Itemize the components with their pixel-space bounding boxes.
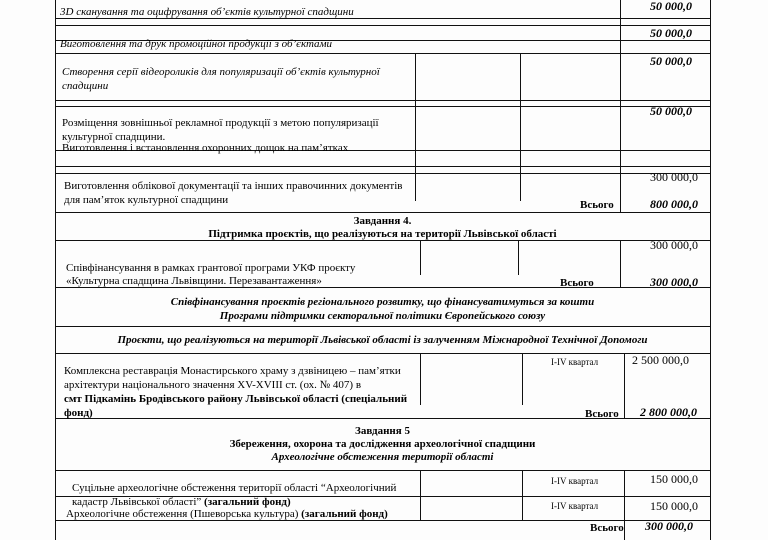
rule [522,470,523,520]
rule [624,353,625,418]
international-line3: смт Підкамінь Бродівського району Львівської області (спеціальний [64,393,408,405]
regional-line1: Співфінансування проєктів регіонального розвитку, що фінансуватимуться за кошти [170,296,595,308]
international-header: Проєкти, що реалізуються на території Львівської області із залученням Міжнародної Технічної Допомоги [117,334,648,346]
rule [620,0,621,212]
row-promo-text: Виготовлення та друк промоційної продукції з об’єктами [60,38,333,50]
task5-row1-line2-plain: кадастр Львівської області” [72,496,205,508]
task5-total-label: Всього [590,522,624,534]
row-docs-line1: Виготовлення облікової документації та інших правочинних документів [64,180,403,192]
task5-row1-quarter: I-IV квартал [551,476,599,486]
rule [420,353,421,405]
task4-subtitle: Підтримка проєктів, що реалізуються на території Львівської області [208,228,557,240]
task4-line2: «Культурна спадщина Львівщини. Перезавантаження» [66,275,322,287]
rule [710,0,711,540]
rule [55,212,710,213]
task4-total-amount: 300 000,0 [650,275,698,289]
task5-title: Завдання 5 [355,425,410,437]
row-ads-amount: 50 000,0 [650,104,692,118]
regional-line2: Програми підтримки секторальної політики Європейського союзу [219,310,546,322]
task4-title: Завдання 4. [353,215,412,227]
task4-amount: 300 000,0 [650,238,698,252]
task4-total-label: Всього [560,277,594,289]
row-video-amount: 50 000,0 [650,54,692,68]
task5-row2-text [66,508,388,521]
row-ads-line2: культурної спадщини. [62,131,166,143]
row-promo-amount: 50 000,0 [650,26,692,40]
rule [522,353,523,405]
row-boards-text: Виготовлення і встановлення охоронних дощок на пам’ятках [62,142,349,154]
rule [520,53,521,201]
international-amount: 2 500 000,0 [632,353,689,367]
row-docs-amount: 300 000,0 [650,170,698,184]
international-total-amount: 2 800 000,0 [640,405,697,419]
rule [420,470,421,520]
rule [55,53,710,54]
rule [55,173,710,174]
task5-row2-amount: 150 000,0 [650,499,698,513]
rule [55,100,710,101]
rule [55,470,710,471]
row-video-line1: Створення серії відеороликів для популяризації об’єктів культурної [62,66,380,78]
task5-row1-line1: Суцільне археологічне обстеження території області “Археологічний [72,482,397,494]
row-scan-amount: 50 000,0 [650,0,692,13]
total-label: Всього [580,199,614,211]
international-total-label: Всього [585,408,619,420]
rule [55,326,710,327]
task5-subtitle2: Археологічне обстеження території області [271,451,494,463]
rule [55,25,710,26]
task5-subtitle: Збереження, охорона та дослідження археологічної спадщини [229,438,536,450]
rule [620,240,621,287]
rule [55,353,710,354]
international-line4: фонд) [64,407,93,419]
task4-line1: Співфінансування в рамках грантової програми УКФ проєкту [66,262,356,274]
task5-row2-fund: (загальний фонд) [301,508,388,520]
rule [415,53,416,201]
task5-row1-fund: (загальний фонд) [204,496,291,508]
rule [518,240,519,275]
task5-row2-quarter: I-IV квартал [551,501,599,511]
row-ads-line1: Розміщення зовнішньої рекламної продукції з метою популяризації [62,117,379,129]
row-video-line2: спадщини [62,80,109,92]
total-amount: 800 000,0 [650,197,698,211]
international-line2: архітектури національного значення XV-XVIII ст. (ох. № 407) в [64,379,362,391]
task5-row2-plain: Археологічне обстеження (Пшеворська культура) [66,508,302,520]
task5-total-amount: 300 000,0 [645,519,693,533]
rule [55,106,710,107]
row-docs-line2: для пам’яток культурної спадщини [64,194,229,206]
rule [624,470,625,540]
task5-row1-amount: 150 000,0 [650,472,698,486]
rule [55,166,710,167]
international-line1: Комплексна реставрація Монастирського храму з дзвіницею – пам’ятки [64,365,401,377]
rule [420,240,421,275]
international-quarter: I-IV квартал [551,357,599,367]
row-scan-text: 3D сканування та оцифрування об’єктів культурної спадщини [60,6,354,18]
